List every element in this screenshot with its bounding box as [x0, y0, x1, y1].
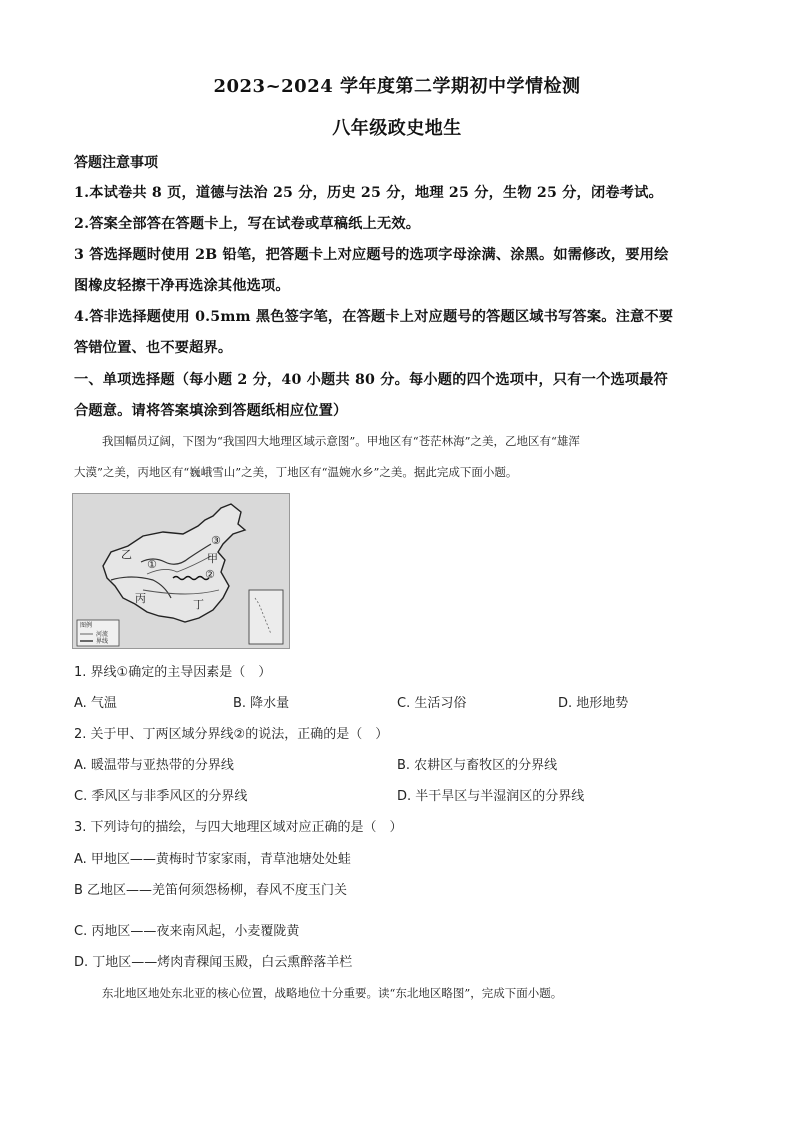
notes-line: 1.本试卷共 8 页，道德与法治 25 分，历史 25 分，地理 25 分，生物 25 分，闭卷考试。 [74, 185, 663, 201]
boundary-marker-3: ③ [211, 534, 221, 547]
option-2d: D. 半干旱区与半湿润区的分界线 [397, 789, 585, 804]
china-regions-map [72, 493, 290, 649]
notes-line: 4.答非选择题使用 0.5mm 黑色签字笔，在答题卡上对应题号的答题区域书写答案。注意不要 [74, 309, 674, 325]
region-label-bing: 丙 [135, 592, 146, 605]
section-heading-cont: 合题意。请将答案填涂到答题纸相应位置） [74, 403, 348, 419]
stimulus-text: 我国幅员辽阔，下图为“我国四大地理区域示意图”。甲地区有“苍茫林海”之美，乙地区有“雄浑 [102, 434, 580, 448]
option-3a: A. 甲地区——黄梅时节家家雨，青草池塘处处蛙 [74, 852, 351, 867]
option-3d: D. 丁地区——烤肉青稞闻玉殿，白云熏醉落羊栏 [74, 955, 353, 970]
option-2b: B. 农耕区与畜牧区的分界线 [397, 758, 558, 773]
map-drawing [73, 494, 289, 648]
notes-line: 2.答案全部答在答题卡上，写在试卷或草稿纸上无效。 [74, 216, 421, 232]
option-3c: C. 丙地区——夜来南风起，小麦覆陇黄 [74, 924, 300, 939]
section-heading: 一、单项选择题（每小题 2 分，40 小题共 80 分。每小题的四个选项中，只有一个选项最符 [74, 372, 669, 388]
option-1c: C. 生活习俗 [397, 696, 467, 711]
notes-line: 答错位置、也不要超界。 [74, 340, 233, 356]
region-label-yi: 乙 [121, 548, 132, 561]
legend-boundary-label: 界线 [96, 638, 109, 645]
legend-title: 图例 [80, 622, 93, 629]
option-1a: A. 气温 [74, 696, 117, 711]
boundary-marker-2: ② [205, 568, 215, 581]
option-2c: C. 季风区与非季风区的分界线 [74, 789, 248, 804]
china-outline [103, 504, 245, 622]
notes-line: 3 答选择题时使用 2B 铅笔，把答题卡上对应题号的选项字母涂满、涂黑。如需修改，要用绘 [74, 247, 669, 263]
question-stem-3: 3. 下列诗句的描绘，与四大地理区域对应正确的是（ ） [74, 820, 403, 835]
option-1d: D. 地形地势 [558, 696, 629, 711]
legend-river-label: 河流 [96, 631, 109, 638]
stimulus-text: 大漠”之美，丙地区有“巍峨雪山”之美，丁地区有“温婉水乡”之美。据此完成下面小题。 [74, 465, 518, 479]
question-stem-1: 1. 界线①确定的主导因素是（ ） [74, 665, 272, 680]
option-1b: B. 降水量 [233, 696, 290, 711]
question-stem-2: 2. 关于甲、丁两区域分界线②的说法，正确的是（ ） [74, 727, 389, 742]
boundary-marker-1: ① [147, 558, 157, 571]
south-china-sea-inset [249, 590, 283, 644]
region-label-jia: 甲 [207, 552, 218, 565]
notes-heading: 答题注意事项 [74, 155, 158, 171]
region-label-ding: 丁 [193, 598, 204, 611]
option-2a: A. 暖温带与亚热带的分界线 [74, 758, 234, 773]
option-3b: B 乙地区——羌笛何须怨杨柳，春风不度玉门关 [74, 883, 348, 898]
page-title: 2023~2024 学年度第二学期初中学情检测 [213, 76, 581, 97]
stimulus-text-2: 东北地区地处东北亚的核心位置，战略地位十分重要。读“东北地区略图”，完成下面小题。 [102, 986, 563, 1000]
page-subtitle: 八年级政史地生 [332, 118, 462, 139]
notes-line: 图橡皮轻擦干净再选涂其他选项。 [74, 278, 290, 294]
